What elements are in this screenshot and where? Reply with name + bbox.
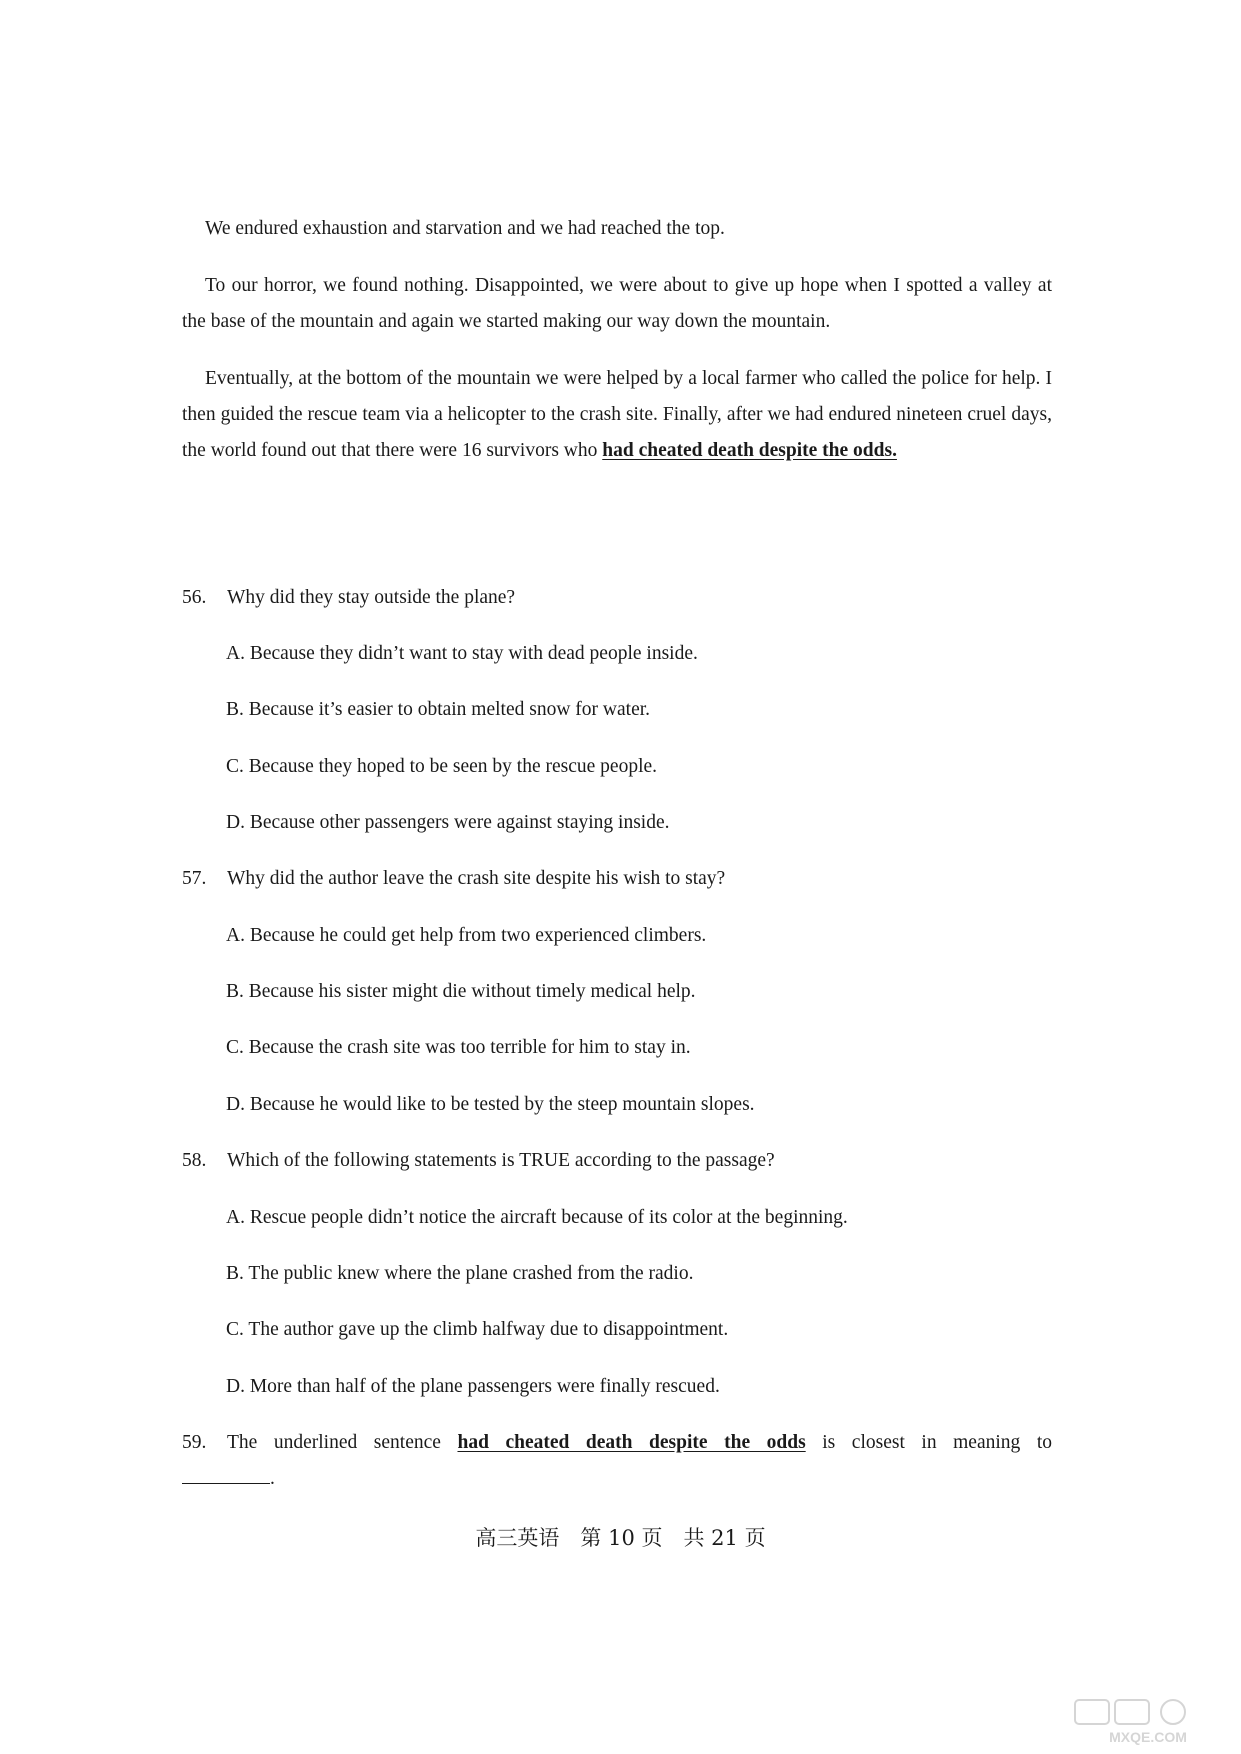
blank-period: . [270,1468,275,1489]
question-58 [182,1143,1052,1179]
option-56-b: B. Because it’s easier to obtain melted snow for water. [226,699,651,720]
option-56-a: A. Because they didn’t want to stay with dead people inside. [226,643,698,664]
option-58-d: D. More than half of the plane passengers were finally rescued. [226,1376,720,1397]
option-57-c: C. Because the crash site was too terrible for him to stay in. [226,1037,691,1058]
option-58-c: C. The author gave up the climb halfway due to disappointment. [226,1319,729,1340]
answer-blank-line [182,1461,1052,1497]
watermark-logo-icon [1073,1698,1223,1746]
page-footer: 高三英语 第 10 页 共 21 页 [475,1526,766,1550]
question-text: Why did the author leave the crash site despite his wish to stay? [227,868,726,889]
answer-blank[interactable] [182,1461,270,1484]
option-57-d: D. Because he would like to be tested by the steep mountain slopes. [226,1094,755,1115]
question-number: 59. [182,1432,207,1453]
watermark-text: MXQE.COM [1109,1729,1187,1745]
question-59 [182,1425,1052,1461]
option-56-c: C. Because they hoped to be seen by the rescue people. [226,756,658,777]
passage-paragraph-3 [182,361,1052,469]
question-56 [182,580,1052,616]
option-57-a: A. Because he could get help from two experienced climbers. [226,925,707,946]
passage-p3-main: Eventually, at the bottom of the mountain we were helped by a local farmer who called the police for help. I then guided the rescue team via a helicopter to the crash site. Finally, after we had endured nineteen cruel days, the world found out that there were 16 survivors who [182,368,1052,461]
question-number: 57. [182,868,207,889]
question-number: 58. [182,1150,207,1171]
question-text-before: The underlined sentence [227,1432,458,1453]
question-text: Which of the following statements is TRUE according to the passage? [227,1150,775,1171]
option-57-b: B. Because his sister might die without timely medical help. [226,981,696,1002]
underlined-phrase: had cheated death despite the odds [457,1432,806,1453]
question-number: 56. [182,587,207,608]
underlined-phrase: had cheated death despite the odds. [602,440,897,461]
question-text: Why did they stay outside the plane? [227,587,516,608]
question-text-after: is closest in meaning to [805,1432,1052,1453]
option-56-d: D. Because other passengers were against staying inside. [226,812,670,833]
question-57 [182,861,1052,897]
passage-p1-text: We endured exhaustion and starvation and we had reached the top. [205,218,725,239]
option-58-b: B. The public knew where the plane crashed from the radio. [226,1263,694,1284]
passage-paragraph-2 [182,268,1052,340]
passage-paragraph-1 [182,211,1052,247]
passage-p2-text: To our horror, we found nothing. Disappointed, we were about to give up hope when I spotted a valley at the base of the mountain and again we started making our way down the mountain. [182,275,1052,332]
option-58-a: A. Rescue people didn’t notice the aircraft because of its color at the beginning. [226,1207,848,1228]
passage-p3-text [182,361,1052,469]
